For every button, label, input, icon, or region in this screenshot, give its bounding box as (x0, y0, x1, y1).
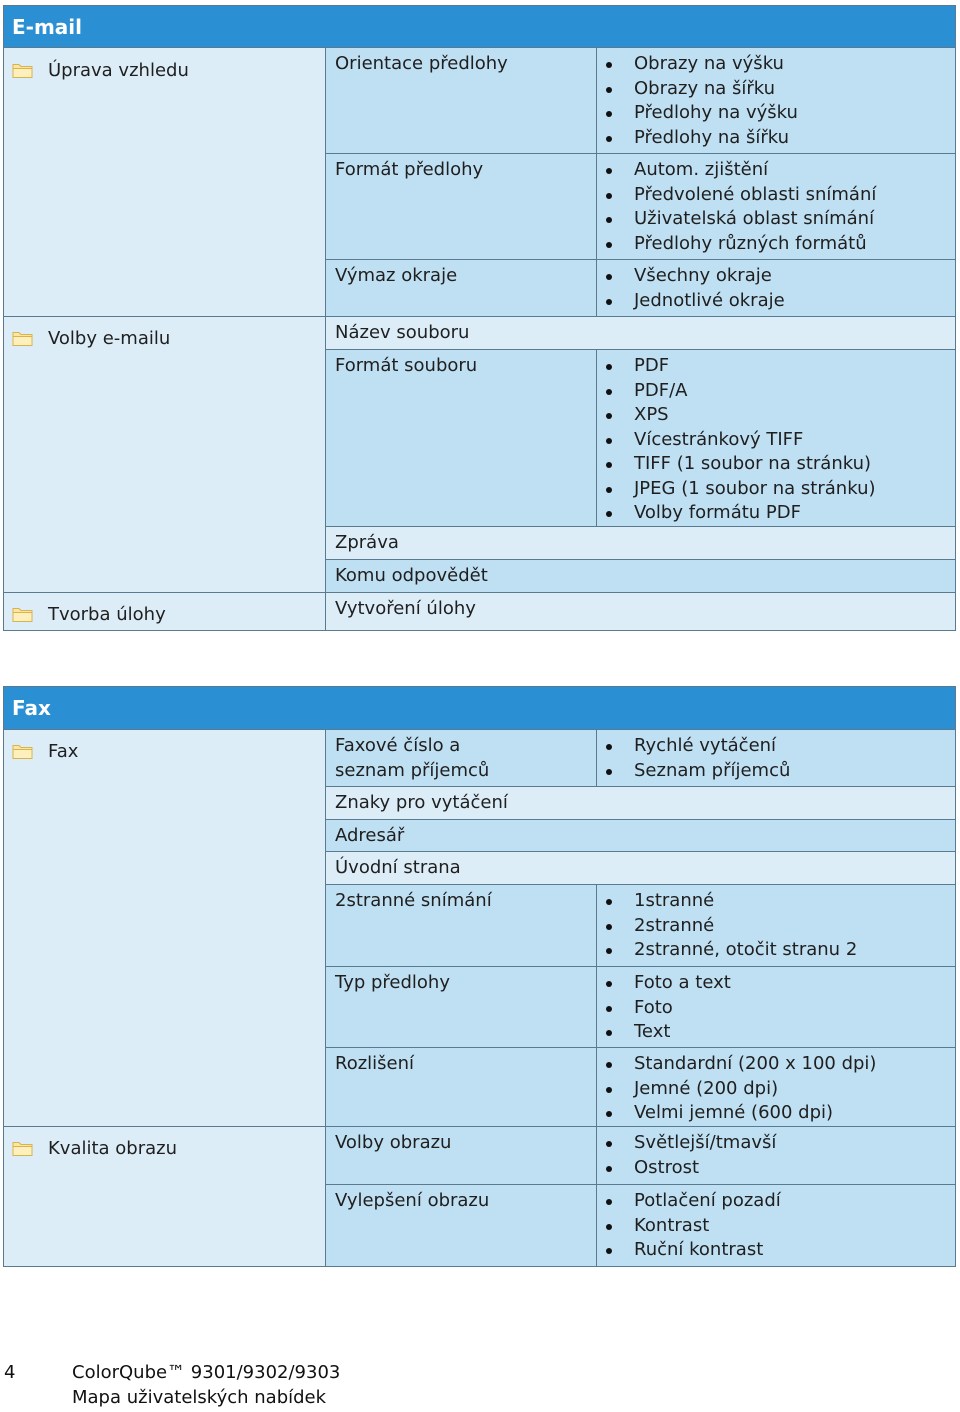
menu-label: Faxové číslo a seznam příjemců (335, 735, 490, 781)
folder-icon (12, 1140, 34, 1157)
options-rozliseni (596, 1048, 955, 1127)
option-item[interactable]: 1stranné (597, 889, 955, 914)
option-item[interactable]: Uživatelská oblast snímání (597, 207, 955, 232)
option-item[interactable]: Jemné (200 dpi) (597, 1077, 955, 1102)
menu-item-orientace[interactable] (326, 48, 596, 154)
option-item[interactable]: Světlejší/tmavší (597, 1131, 955, 1156)
option-item[interactable]: Potlačení pozadí (597, 1189, 955, 1214)
option-item[interactable]: Předlohy na výšku (597, 101, 955, 126)
option-item[interactable]: Rychlé vytáčení (597, 734, 955, 759)
folder-label: Fax (48, 740, 79, 762)
folder-item-fax[interactable] (12, 738, 78, 764)
menu-item-2stranne-snimani[interactable] (326, 885, 596, 967)
options-volby-obrazu (596, 1127, 955, 1185)
email-header: E-mail (4, 6, 955, 48)
folder-icon (12, 606, 34, 623)
option-item[interactable]: Všechny okraje (597, 264, 955, 289)
options-faxove-cislo (596, 730, 955, 787)
folder-label: Kvalita obrazu (48, 1137, 178, 1159)
option-item[interactable]: Ruční kontrast (597, 1238, 955, 1263)
options-format-predlohy (596, 154, 955, 260)
fax-header: Fax (4, 687, 955, 730)
options-typ-predlohy (596, 967, 955, 1048)
option-item[interactable]: TIFF (1 soubor na stránku) (597, 452, 955, 477)
option-item[interactable]: Velmi jemné (600 dpi) (597, 1101, 955, 1126)
folder-label: Úprava vzhledu (48, 59, 189, 81)
fax-table (3, 686, 956, 1267)
option-item[interactable]: PDF (597, 354, 955, 379)
folder-icon (12, 330, 34, 347)
menu-label: Formát předlohy (335, 159, 484, 180)
menu-label: Výmaz okraje (335, 265, 458, 286)
menu-label: Název souboru (335, 322, 470, 343)
options-orientace (596, 48, 955, 154)
menu-item-vytvoreni-ulohy[interactable] (326, 593, 955, 630)
menu-label: Vytvoření úlohy (335, 598, 476, 619)
option-item[interactable]: 2stranné (597, 914, 955, 939)
option-item[interactable]: Jednotlivé okraje (597, 289, 955, 314)
menu-label: Komu odpovědět (335, 565, 488, 586)
menu-item-format-souboru[interactable] (326, 350, 596, 527)
menu-label: Formát souboru (335, 355, 478, 376)
menu-label: Zpráva (335, 532, 399, 553)
folder-icon (12, 743, 34, 760)
option-item[interactable]: JPEG (1 soubor na stránku) (597, 477, 955, 502)
menu-label: 2stranné snímání (335, 890, 492, 911)
menu-label: Volby obrazu (335, 1132, 452, 1153)
menu-label: Adresář (335, 825, 405, 846)
menu-item-komu-odpovedet[interactable] (326, 560, 955, 593)
menu-item-faxove-cislo[interactable] (326, 730, 596, 787)
menu-item-vylepseni-obrazu[interactable] (326, 1185, 596, 1266)
option-item[interactable]: Předlohy různých formátů (597, 232, 955, 257)
options-vylepseni-obrazu (596, 1185, 955, 1266)
option-item[interactable]: Obrazy na výšku (597, 52, 955, 77)
menu-label: Rozlišení (335, 1053, 415, 1074)
folder-item-kvalita-obrazu[interactable] (12, 1135, 177, 1161)
folder-item-volby-e-mailu[interactable] (12, 325, 170, 351)
menu-label: Orientace předlohy (335, 53, 508, 74)
option-item[interactable]: 2stranné, otočit stranu 2 (597, 938, 955, 963)
option-item[interactable]: Foto a text (597, 971, 955, 996)
folder-icon (12, 62, 34, 79)
option-item[interactable]: Vícestránkový TIFF (597, 428, 955, 453)
option-item[interactable]: Foto (597, 996, 955, 1021)
menu-item-rozliseni[interactable] (326, 1048, 596, 1127)
footer-product: ColorQube™ 9301/9302/9303 (72, 1362, 341, 1383)
menu-item-znaky-pro-vytaceni[interactable] (326, 787, 955, 820)
menu-item-typ-predlohy[interactable] (326, 967, 596, 1048)
menu-item-format-predlohy[interactable] (326, 154, 596, 260)
menu-label: Znaky pro vytáčení (335, 792, 508, 813)
email-table (3, 5, 956, 631)
option-item[interactable]: XPS (597, 403, 955, 428)
option-item[interactable]: Obrazy na šířku (597, 77, 955, 102)
option-item[interactable]: Ostrost (597, 1156, 955, 1181)
option-item[interactable]: Kontrast (597, 1214, 955, 1239)
folder-label: Tvorba úlohy (48, 603, 166, 625)
option-item[interactable]: Text (597, 1020, 955, 1045)
option-item[interactable]: Standardní (200 x 100 dpi) (597, 1052, 955, 1077)
options-format-souboru (596, 350, 955, 527)
fax-folder-column (4, 730, 326, 1266)
menu-item-uvodni-strana[interactable] (326, 852, 955, 885)
menu-item-volby-obrazu[interactable] (326, 1127, 596, 1185)
folder-item-uprava-vzhledu[interactable] (12, 57, 189, 83)
folder-item-tvorba-ulohy[interactable] (12, 601, 166, 627)
menu-item-nazev-souboru[interactable] (326, 317, 955, 350)
page-number: 4 (4, 1362, 16, 1383)
menu-label: Vylepšení obrazu (335, 1190, 490, 1211)
footer-subtitle: Mapa uživatelských nabídek (72, 1387, 327, 1408)
option-item[interactable]: Volby formátu PDF (597, 501, 955, 526)
folder-label: Volby e-mailu (48, 327, 171, 349)
option-item[interactable]: Předvolené oblasti snímání (597, 183, 955, 208)
option-item[interactable]: Autom. zjištění (597, 158, 955, 183)
option-item[interactable]: Seznam příjemců (597, 759, 955, 784)
menu-item-adresar[interactable] (326, 820, 955, 852)
option-item[interactable]: Předlohy na šířku (597, 126, 955, 151)
menu-label: Úvodní strana (335, 857, 461, 878)
options-2stranne-snimani (596, 885, 955, 967)
options-vymaz-okraje (596, 260, 955, 317)
menu-item-vymaz-okraje[interactable] (326, 260, 596, 317)
option-item[interactable]: PDF/A (597, 379, 955, 404)
menu-label: Typ předlohy (335, 972, 450, 993)
menu-item-zprava[interactable] (326, 527, 955, 560)
